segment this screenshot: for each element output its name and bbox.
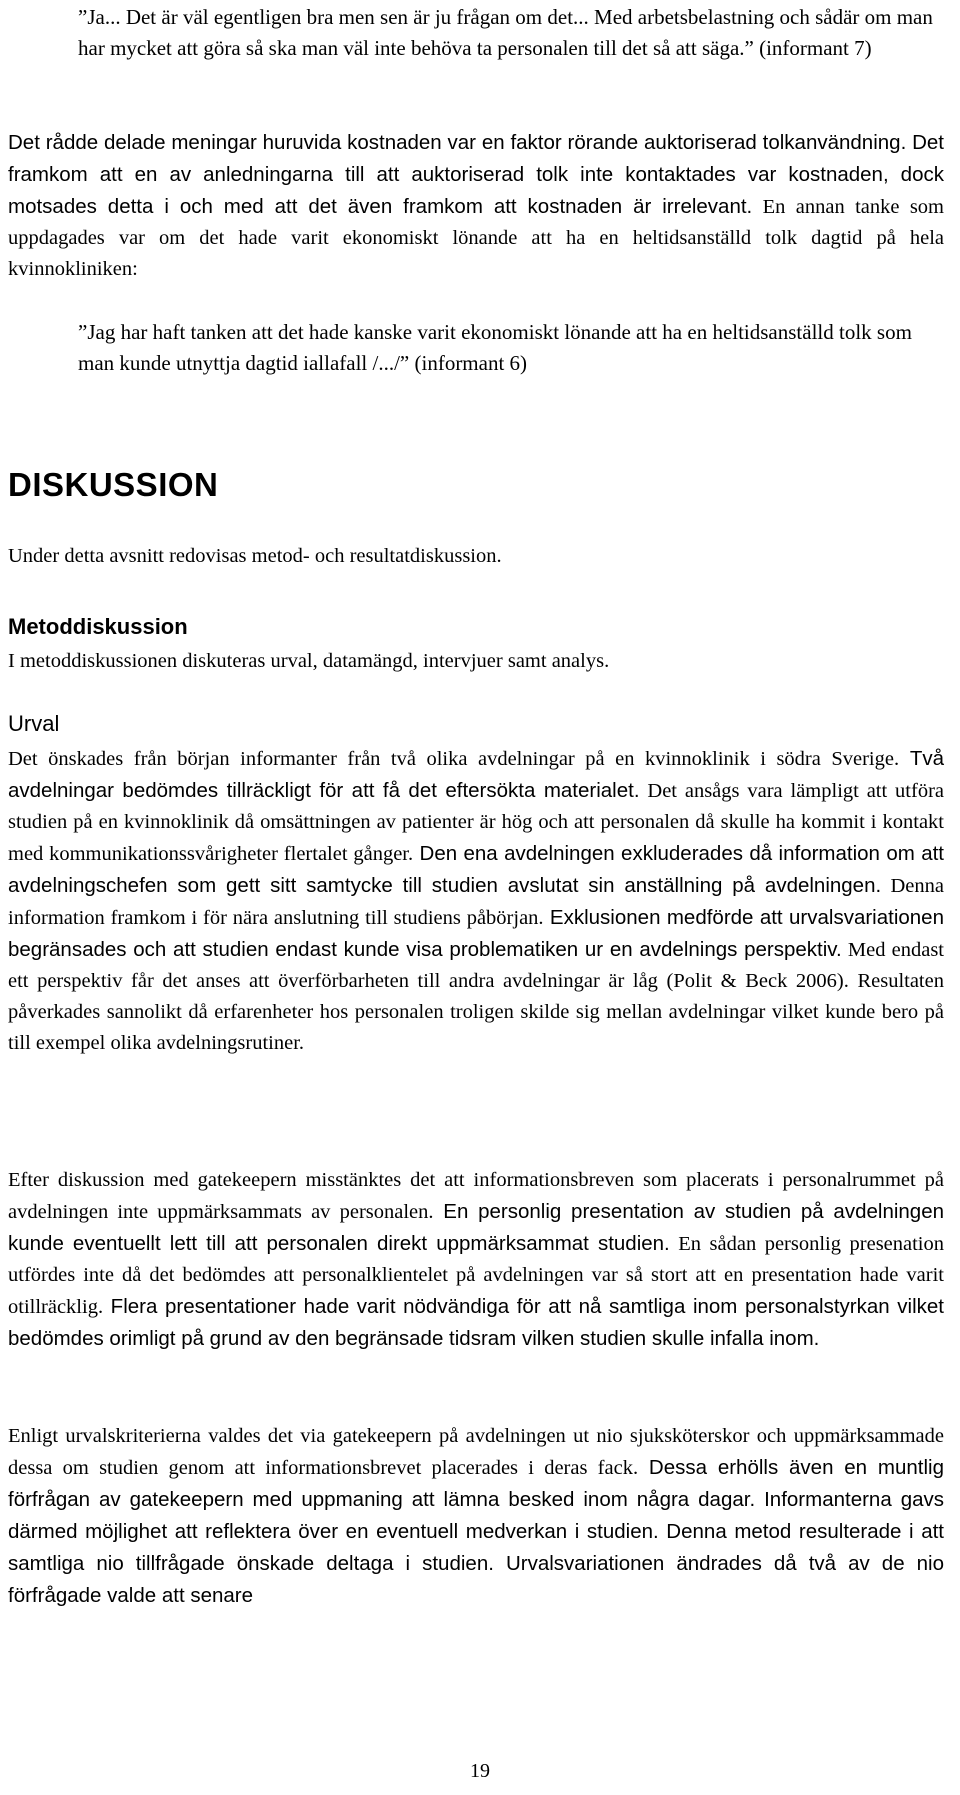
paragraph-sentence: En sådan personlig presenation utfördes inte då det bedömdes att personalklientelet på avdelningen var så stort att en presentation hade varit otillräcklig. — [8, 1233, 945, 1318]
paragraph-sentence: Den ena avdelningen exkluderades då information om att avdelningschefen som gett sitt samtycke till studien avslutat sin anställning på avdelningen. — [8, 842, 944, 897]
heading-metoddiskussion: Metoddiskussion — [8, 614, 188, 639]
paragraph-sentence: Resultaten påverkades sannolikt då erfarenheter hos personalen troligen skilde sig mellan avdelningar vilket kunde bero på till exempel olika avdelningsrutiner. — [8, 970, 944, 1054]
heading-urval: Urval — [8, 711, 60, 736]
paragraph-sentence: Det ansågs vara lämpligt att utföra studien på en kvinnoklinik då omsättningen av patienter är hög och att personalen då skulle ha kommit i kontakt med kommunikationssvårigheter flertalet gånger. — [8, 780, 944, 865]
paragraph-sentence: Flera presentationer hade varit nödvändiga för att nå samtliga inom personalstyrkan vilket bedömdes orimligt på grund av den begränsade tidsram vilken studien skulle infalla inom. — [8, 1295, 944, 1350]
heading-diskussion: DISKUSSION — [8, 466, 219, 503]
paragraph-sentence: En annan tanke som uppdagades var om det hade varit ekonomiskt lönande att ha en heltidsanställd tolk dagtid på hela kvinnokliniken: — [8, 196, 945, 280]
page-number: 19 — [470, 1760, 490, 1782]
paragraph-sentence: Exklusionen medförde att urvalsvariationen begränsades och att studien endast kunde visa problematiken ur en avdelnings perspektiv. — [8, 906, 944, 961]
quote-informant-7 — [78, 2, 944, 64]
paragraph-sentence: Det rådde delade meningar huruvida kostnaden var en faktor rörande auktoriserad tolkanvändning. — [8, 131, 907, 154]
paragraph-sentence: Efter diskussion med gatekeepern misstänktes det att informationsbreven som placerats i personalrummet på avdelningen inte uppmärksammats av personalen. — [8, 1169, 944, 1223]
diskussion-intro: Under detta avsnitt redovisas metod- och resultatdiskussion. — [8, 545, 502, 567]
quote-informant-6 — [78, 317, 944, 379]
metoddiskussion-intro: I metoddiskussionen diskuteras urval, datamängd, intervjuer samt analys. — [8, 650, 610, 672]
paragraph-sentence: Dessa erhölls även en muntlig förfrågan av gatekeepern med uppmaning att lämna besked inom några dagar. Informanterna gavs därmed möjlighet att reflektera över en eventuell medverkan i studien. Denna metod resulterade i att samtliga nio tillfrågade önskade deltaga i studien. Urvalsvariationen ändrades då två av de nio förfrågade valde att senare — [8, 1456, 944, 1607]
paragraph-sentence: Det framkom att en av anledningarna till att auktoriserad tolk inte kontaktades var kostnaden, dock motsades detta i och med att det även framkom att kostnaden är irrelevant. — [8, 131, 944, 218]
paragraph-sentence: Två avdelningar bedömdes tillräckligt för att få det eftersökta materialet. — [8, 747, 944, 802]
paragraph-cost — [8, 127, 944, 285]
urval-paragraph-1 — [8, 743, 944, 1059]
urval-paragraph-3 — [8, 1421, 944, 1612]
paragraph-sentence: En personlig presentation av studien på avdelningen kunde eventuellt lett till att personalen direkt uppmärksammat studien. — [8, 1200, 944, 1255]
quote-text: ”Ja... Det är väl egentligen bra men sen är ju frågan om det... Med arbetsbelastning och sådär om man har mycket att göra så ska man väl inte behöva ta personalen till det så att säga.” (informant 7) — [78, 5, 933, 60]
paragraph-sentence: Det önskades från början informanter från två olika avdelningar på en kvinnoklinik i södra Sverige. — [8, 748, 900, 770]
paragraph-sentence: Denna information framkom i för nära anslutning till studiens påbörjan. — [8, 875, 944, 929]
urval-paragraph-2 — [8, 1165, 944, 1355]
quote-text: ”Jag har haft tanken att det hade kanske varit ekonomiskt lönande att ha en heltidsanställd tolk som man kunde utnyttja dagtid iallafall /.../” (informant 6) — [78, 320, 912, 375]
paragraph-sentence: Enligt urvalskriterierna valdes det via gatekeepern på avdelningen ut nio sjuksköterskor och uppmärksammade dessa om studien genom att informationsbrevet placerades i deras fack. — [8, 1425, 944, 1479]
paragraph-sentence: Med endast ett perspektiv får det anses att överförbarheten till andra avdelningar är låg (Polit & Beck 2006). — [8, 939, 944, 992]
